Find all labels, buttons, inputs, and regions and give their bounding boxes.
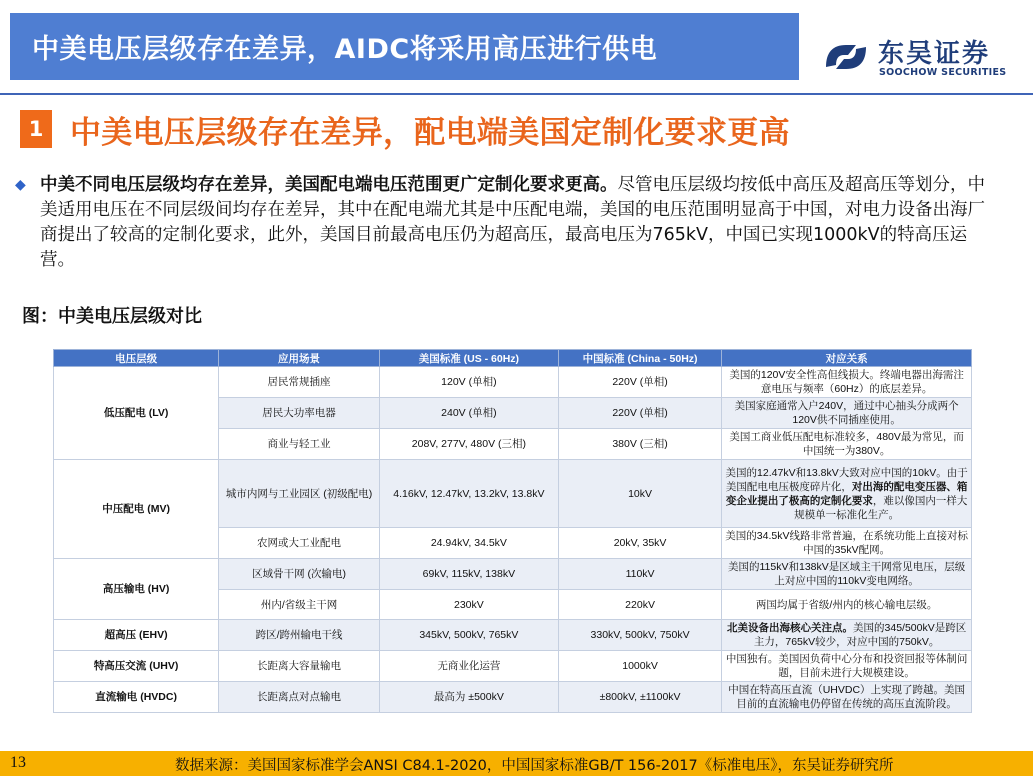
category-hvdc: 直流输电 (HVDC) [54,682,219,713]
cell-note: 美国家庭通常入户240V，通过中心抽头分成两个120V供不同插座使用。 [722,398,972,429]
header-us-standard: 美国标准 (US - 60Hz) [379,350,558,367]
cell-us: 4.16kV, 12.47kV, 13.2kV, 13.8kV [379,460,558,528]
voltage-comparison-table [53,349,972,709]
footer-bar [0,751,1033,776]
page-number: 13 [10,754,26,771]
diamond-bullet-icon: ◆ [15,177,26,193]
title-bar [10,13,799,80]
slide-title: 中美电压层级存在差异，AIDC将采用高压进行供电 [32,34,658,65]
cell-us: 208V, 277V, 480V (三相) [379,429,558,460]
cell-us: 最高为 ±500kV [379,682,558,713]
table-row [54,682,972,713]
section-number: 1 [20,110,52,148]
cell-cn: 220V (单相) [558,398,721,429]
body-paragraph [40,173,985,273]
table-header-row [54,350,972,367]
cell-us: 230kV [379,590,558,620]
cell-us: 240V (单相) [379,398,558,429]
cell-us: 120V (单相) [379,367,558,398]
header-cn-standard: 中国标准 (China - 50Hz) [558,350,721,367]
note-highlight: 北美设备出海核心关注点。 [727,622,854,634]
category-uhv: 特高压交流 (UHV) [54,651,219,682]
header-divider [0,93,1033,95]
logo-english-name: SOOCHOW SECURITIES [879,67,1007,78]
cell-note: 两国均属于省级/州内的核心输电层级。 [722,590,972,620]
cell-scene: 长距离点对点输电 [219,682,380,713]
category-mv: 中压配电 (MV) [54,460,219,559]
cell-note [722,460,972,528]
cell-note: 美国工商业低压配电标准较多，480V最为常见，而中国统一为380V。 [722,429,972,460]
cell-cn: 10kV [558,460,721,528]
cell-cn: 330kV, 500kV, 750kV [558,620,721,651]
cell-cn: 220kV [558,590,721,620]
body-lead-bold: 中美不同电压层级均存在差异，美国配电端电压范围更广定制化要求更高。 [40,175,618,195]
cell-scene: 区域骨干网 (次输电) [219,559,380,590]
cell-scene: 城市内网与工业园区 (初级配电) [219,460,380,528]
cell-note: 美国的34.5kV线路非常普遍，在系统功能上直接对标中国的35kV配网。 [722,528,972,559]
cell-note: 中国独有。美国因负荷中心分布和投资回报等体制问题，目前未进行大规模建设。 [722,651,972,682]
note-highlight: 对出海的配电变压器、箱变企业提出了极高的定制化要求 [725,480,968,507]
cell-scene: 长距离大容量输电 [219,651,380,682]
cell-us: 24.94kV, 34.5kV [379,528,558,559]
body-text: 尽管电压层级均按低中高压及超高压等划分，中美适用电压在不同层级间均存在差异，其中在配电端尤其是中压配电端，美国的电压范围明显高于中国，对电力设备出海厂商提出了较高的定制化要求，此外，美国目前最高电压仍为超高压，最高电压为765kV，中国已实现1000kV的特高压运营。 [40,175,985,270]
cell-scene: 居民大功率电器 [219,398,380,429]
soochow-logo-icon [822,37,870,77]
section-title: 中美电压层级存在差异，配电端美国定制化要求更高 [70,115,790,151]
header-voltage-level: 电压层级 [54,350,219,367]
cell-note: 中国在特高压直流（UHVDC）上实现了跨越。美国目前的直流输电仍停留在传统的高压直流阶段。 [722,682,972,713]
category-lv: 低压配电 (LV) [54,367,219,460]
cell-us: 345kV, 500kV, 765kV [379,620,558,651]
cell-note: 美国的120V安全性高但线损大。终端电器出海需注意电压与频率（60Hz）的底层差异。 [722,367,972,398]
cell-us: 无商业化运营 [379,651,558,682]
cell-scene: 跨区/跨州输电干线 [219,620,380,651]
cell-scene: 州内/省级主干网 [219,590,380,620]
cell-scene: 商业与轻工业 [219,429,380,460]
data-source: 数据来源：美国国家标准学会ANSI C84.1-2020，中国国家标准GB/T 156-2017《标准电压》，东吴证券研究所 [175,758,894,774]
cell-us: 69kV, 115kV, 138kV [379,559,558,590]
table-row [54,559,972,590]
category-hv: 高压输电 (HV) [54,559,219,620]
header-relation: 对应关系 [722,350,972,367]
note-part: 美国的12.47kV和13.8kV大致对应中国的10kV。由于美国配电电压极度碎片化， [725,466,968,493]
table-row [54,651,972,682]
header-scene: 应用场景 [219,350,380,367]
cell-cn: ±800kV, ±1100kV [558,682,721,713]
cell-scene: 农网或大工业配电 [219,528,380,559]
company-logo [822,33,1007,81]
cell-cn: 220V (单相) [558,367,721,398]
note-part: 美国的345/500kV是跨区主力，765kV较少，对应中国的750kV。 [753,622,967,648]
cell-cn: 1000kV [558,651,721,682]
table-row [54,460,972,528]
cell-note: 美国的115kV和138kV是区域主干网常见电压，层级上对应中国的110kV变电网络。 [722,559,972,590]
table-row [54,367,972,398]
cell-scene: 居民常规插座 [219,367,380,398]
table-row [54,620,972,651]
cell-note [722,620,972,651]
logo-chinese-name: 东吴证券 [878,39,991,69]
figure-caption: 图：中美电压层级对比 [22,306,202,327]
cell-cn: 380V (三相) [558,429,721,460]
category-ehv: 超高压 (EHV) [54,620,219,651]
note-part: ，难以像国内一样大规模单一标准化生产。 [794,494,968,521]
cell-cn: 110kV [558,559,721,590]
cell-cn: 20kV, 35kV [558,528,721,559]
